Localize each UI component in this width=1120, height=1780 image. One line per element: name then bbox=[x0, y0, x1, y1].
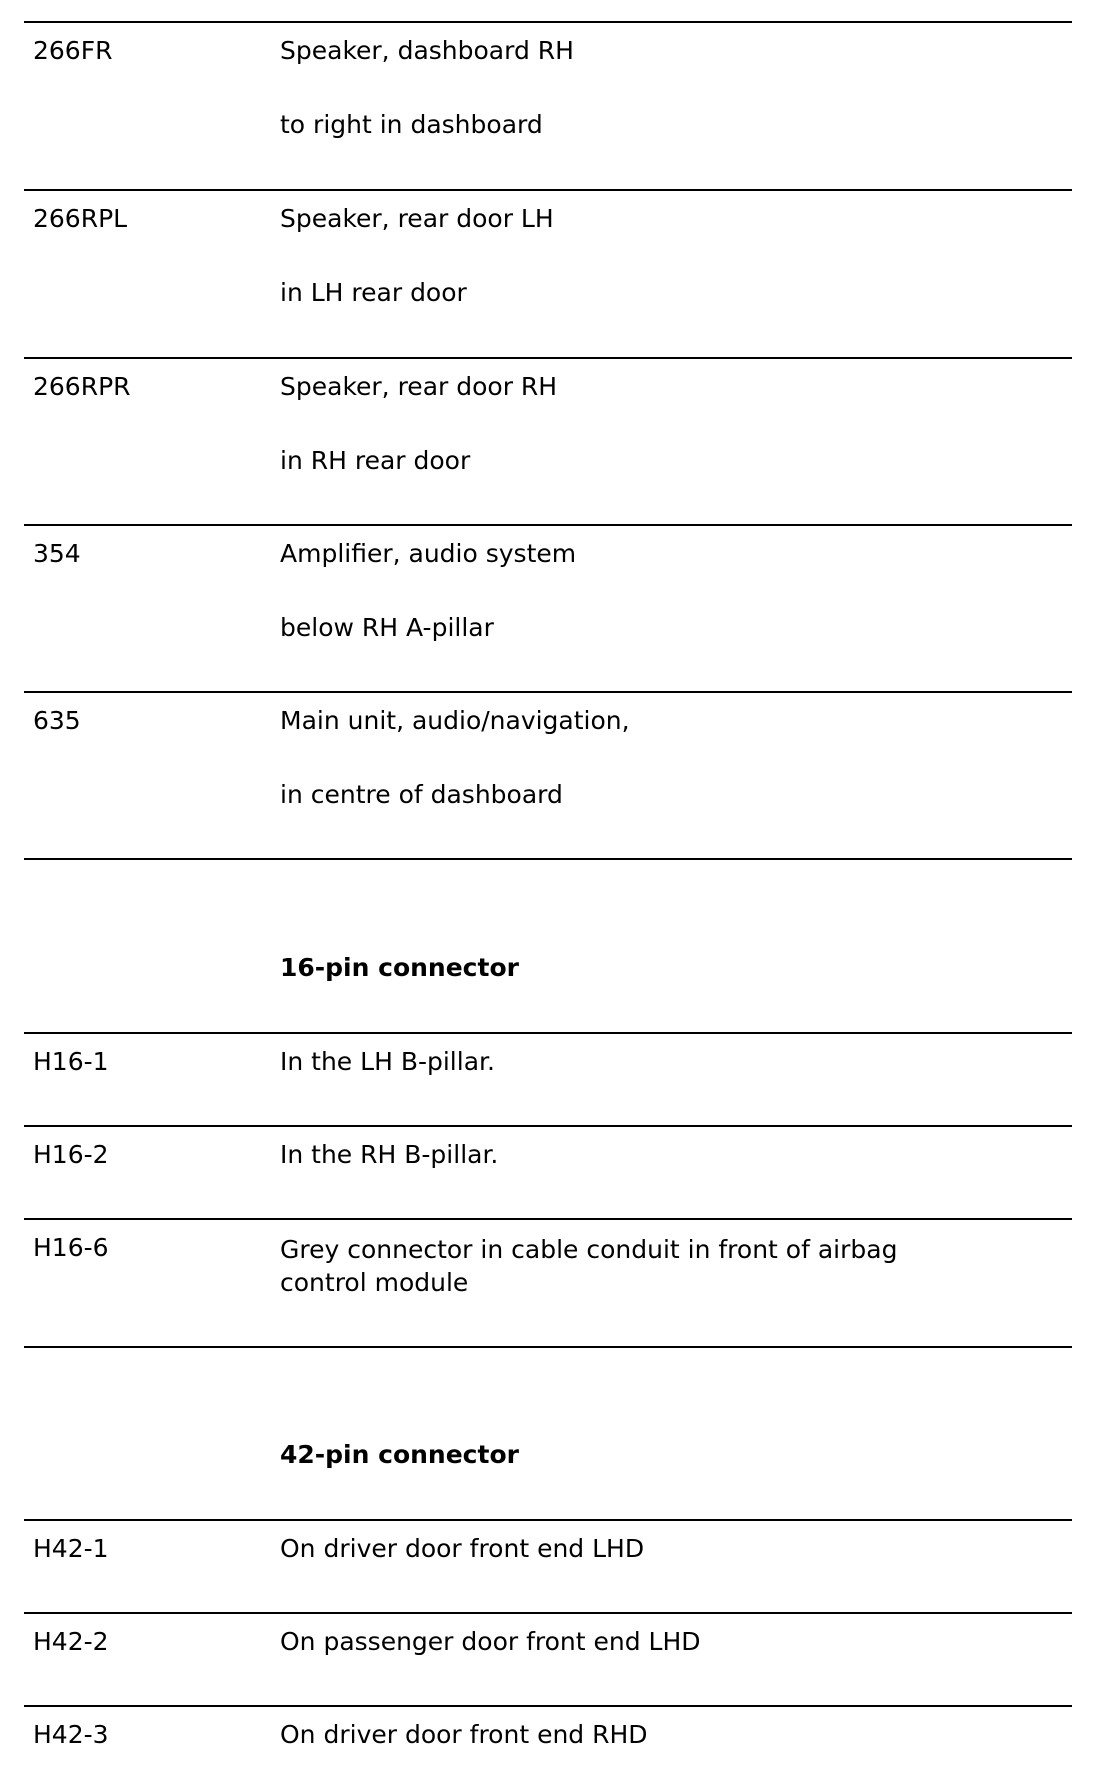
table-divider bbox=[24, 21, 1072, 23]
table-divider bbox=[24, 1705, 1072, 1707]
table-divider bbox=[24, 1032, 1072, 1034]
component-code: 635 bbox=[33, 706, 81, 735]
component-name: Speaker, rear door LH bbox=[280, 204, 554, 233]
connector-location bbox=[280, 1233, 1040, 1299]
table-divider bbox=[24, 858, 1072, 860]
component-location: below RH A-pillar bbox=[280, 613, 494, 642]
component-name: Main unit, audio/navigation, bbox=[280, 706, 630, 735]
location-line: control module bbox=[280, 1268, 469, 1297]
connector-location: On passenger door front end LHD bbox=[280, 1627, 701, 1656]
component-code: 354 bbox=[33, 539, 81, 568]
section-heading: 16-pin connector bbox=[280, 953, 519, 982]
component-name: Amplifier, audio system bbox=[280, 539, 577, 568]
location-line: Grey connector in cable conduit in front of airbag bbox=[280, 1235, 898, 1264]
connector-code: H42-2 bbox=[33, 1627, 109, 1656]
component-name: Speaker, dashboard RH bbox=[280, 36, 574, 65]
table-divider bbox=[24, 691, 1072, 693]
connector-code: H16-2 bbox=[33, 1140, 109, 1169]
component-code: 266RPR bbox=[33, 372, 131, 401]
table-divider bbox=[24, 189, 1072, 191]
connector-location: In the LH B-pillar. bbox=[280, 1047, 495, 1076]
connector-location: On driver door front end LHD bbox=[280, 1534, 645, 1563]
component-location: in RH rear door bbox=[280, 446, 471, 475]
connector-location: On driver door front end RHD bbox=[280, 1720, 648, 1749]
table-divider bbox=[24, 524, 1072, 526]
table-divider bbox=[24, 1218, 1072, 1220]
table-divider bbox=[24, 357, 1072, 359]
connector-code: H42-1 bbox=[33, 1534, 109, 1563]
connector-code: H42-3 bbox=[33, 1720, 109, 1749]
section-heading: 42-pin connector bbox=[280, 1440, 519, 1469]
component-code: 266RPL bbox=[33, 204, 128, 233]
component-code: 266FR bbox=[33, 36, 113, 65]
table-divider bbox=[24, 1346, 1072, 1348]
component-location: in centre of dashboard bbox=[280, 780, 563, 809]
table-divider bbox=[24, 1519, 1072, 1521]
connector-code: H16-6 bbox=[33, 1233, 109, 1262]
table-divider bbox=[24, 1612, 1072, 1614]
component-location: to right in dashboard bbox=[280, 110, 543, 139]
component-location: in LH rear door bbox=[280, 278, 467, 307]
table-divider bbox=[24, 1125, 1072, 1127]
connector-code: H16-1 bbox=[33, 1047, 109, 1076]
connector-location: In the RH B-pillar. bbox=[280, 1140, 499, 1169]
component-name: Speaker, rear door RH bbox=[280, 372, 558, 401]
